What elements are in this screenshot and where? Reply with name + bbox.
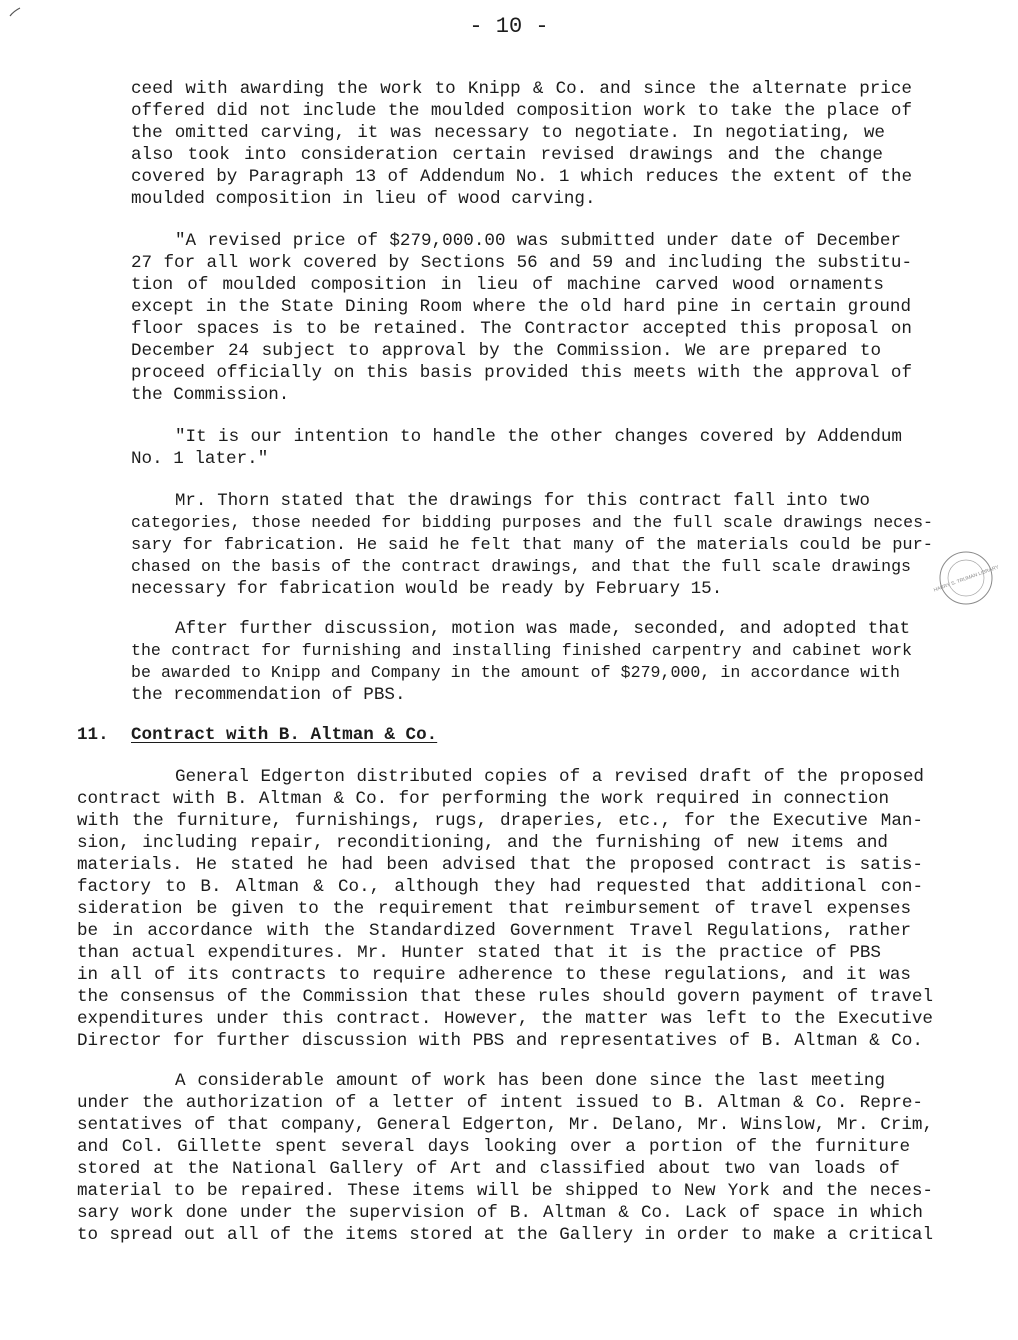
body-line: stored at the National Gallery of Art and classified about two van loads of <box>77 1159 900 1179</box>
body-line: ceed with awarding the work to Knipp & Co. and since the alternate price <box>131 79 912 99</box>
body-line: proceed officially on this basis provided this meets with the approval of <box>131 363 912 383</box>
body-line: tion of moulded composition in lieu of machine carved wood ornaments <box>131 275 884 295</box>
body-line: sentatives of that company, General Edgerton, Mr. Delano, Mr. Winslow, Mr. Crim, <box>77 1115 933 1135</box>
svg-text:HARRY S. TRUMAN LIBRARY: HARRY S. TRUMAN LIBRARY <box>932 564 1000 594</box>
body-line: sion, including repair, reconditioning, and the furnishing of new items and <box>77 833 888 853</box>
body-line: than actual expenditures. Mr. Hunter stated that it is the practice of PBS <box>77 943 881 963</box>
body-line: contract with B. Altman & Co. for performing the work required in connection <box>77 789 889 809</box>
body-line: except in the State Dining Room where the old hard pine in certain ground <box>131 297 911 317</box>
body-line: and Col. Gillette spent several days looking over a portion of the furniture <box>77 1137 910 1157</box>
page-number: - 10 - <box>469 14 549 39</box>
library-stamp <box>932 550 1000 606</box>
body-line: sary for fabrication. He said he felt that many of the materials could be pur- <box>131 536 933 555</box>
body-line: with the furniture, furnishings, rugs, draperies, etc., for the Executive Man- <box>77 811 923 831</box>
body-line: categories, those needed for bidding purposes and the full scale drawings neces- <box>131 513 933 532</box>
body-line: Director for further discussion with PBS and representatives of B. Altman & Co. <box>77 1031 923 1051</box>
body-line: "A revised price of $279,000.00 was submitted under date of December <box>175 231 901 251</box>
section-number: 11. <box>77 725 109 745</box>
body-line: chased on the basis of the contract drawings, and that the full scale drawings <box>131 557 911 576</box>
body-line: material to be repaired. These items will be shipped to New York and the neces- <box>77 1181 933 1201</box>
body-line: December 24 subject to approval by the Commission. We are prepared to <box>131 341 881 361</box>
body-line: sary work done under the supervision of B. Altman & Co. Lack of space in which <box>77 1203 923 1223</box>
body-line: also took into consideration certain revised drawings and the change <box>131 145 883 165</box>
body-line: the consensus of the Commission that these rules should govern payment of travel <box>77 987 933 1007</box>
body-line: the Commission. <box>131 385 290 405</box>
body-line: covered by Paragraph 13 of Addendum No. 1 which reduces the extent of the <box>131 167 912 187</box>
body-line: No. 1 later." <box>131 449 269 469</box>
body-line: "It is our intention to handle the other changes covered by Addendum <box>175 427 902 447</box>
body-line: the omitted carving, it was necessary to negotiate. In negotiating, we <box>131 123 885 143</box>
body-line: expenditures under this contract. However, the matter was left to the Executive <box>77 1009 933 1029</box>
section-title: Contract with B. Altman & Co. <box>131 725 438 745</box>
body-line: under the authorization of a letter of intent issued to B. Altman & Co. Repre- <box>77 1093 923 1113</box>
body-line: in all of its contracts to require adherence to these regulations, and it was <box>77 965 911 985</box>
body-line: materials. He stated he had been advised that the proposed contract is satis- <box>77 855 923 875</box>
body-line: A considerable amount of work has been done since the last meeting <box>175 1071 885 1091</box>
body-line: the contract for furnishing and installing finished carpentry and cabinet work <box>131 641 912 660</box>
body-line: to spread out all of the items stored at the Gallery in order to make a critical <box>77 1225 933 1245</box>
body-line: After further discussion, motion was made, seconded, and adopted that <box>175 619 910 639</box>
body-line: Mr. Thorn stated that the drawings for this contract fall into two <box>175 492 870 511</box>
body-line: General Edgerton distributed copies of a revised draft of the proposed <box>175 767 924 787</box>
body-line: 27 for all work covered by Sections 56 and 59 and including the substitu- <box>131 253 912 273</box>
body-line: factory to B. Altman & Co., although they had requested that additional con- <box>77 877 923 897</box>
body-line: sideration be given to the requirement that reimbursement of travel expenses <box>77 899 911 919</box>
body-line: necessary for fabrication would be ready by February 15. <box>131 579 723 599</box>
body-line: moulded composition in lieu of wood carving. <box>131 189 596 209</box>
body-line: be awarded to Knipp and Company in the amount of $279,000, in accordance with <box>131 663 900 682</box>
body-line: be in accordance with the Standardized Government Travel Regulations, rather <box>77 921 911 941</box>
body-line: the recommendation of PBS. <box>131 685 406 705</box>
body-line: offered did not include the moulded composition work to take the place of <box>131 101 912 121</box>
body-line: floor spaces is to be retained. The Contractor accepted this proposal on <box>131 319 912 339</box>
